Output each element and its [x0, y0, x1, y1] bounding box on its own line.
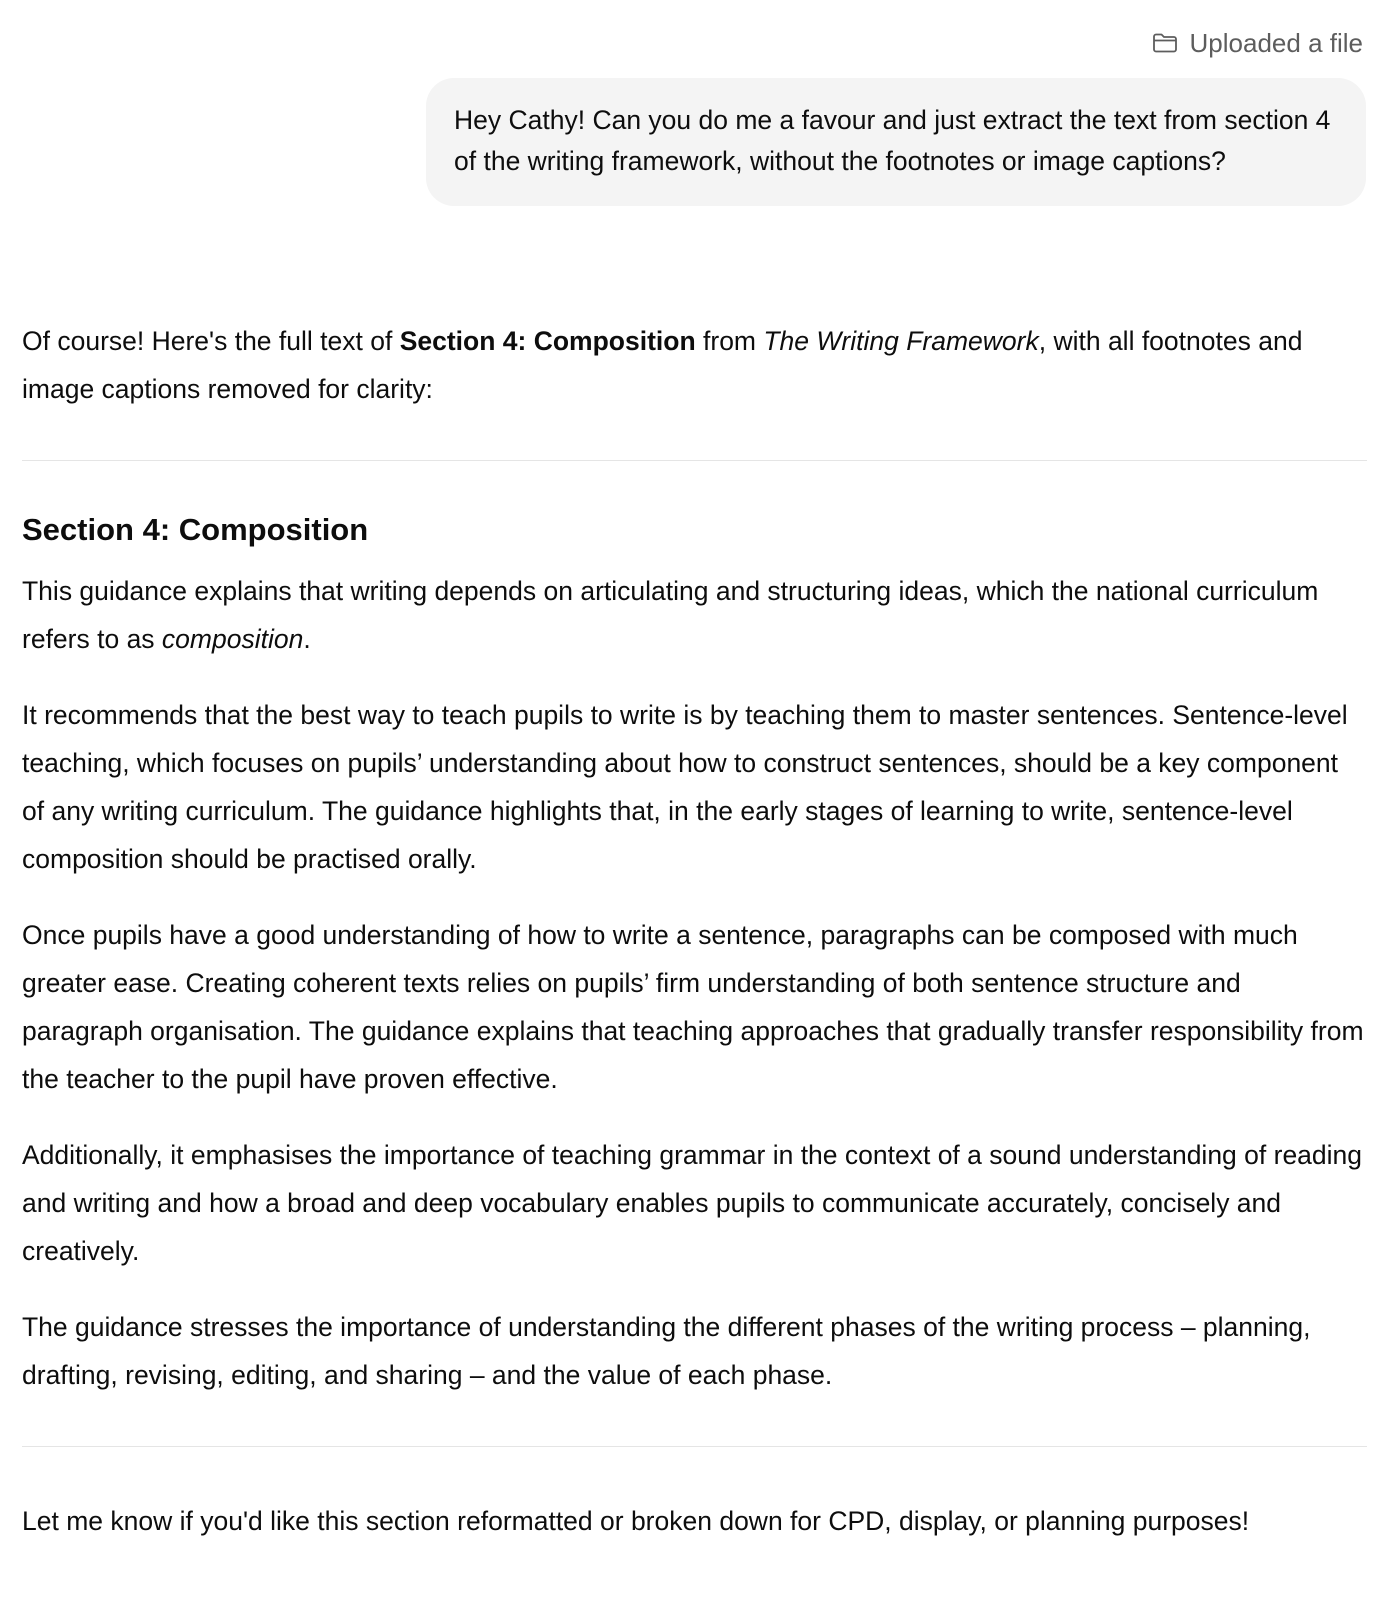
paragraph-1-end: . — [303, 624, 311, 654]
paragraph-3: Once pupils have a good understanding of how to write a sentence, paragraphs can be composed with much greater ease. Creating coherent texts relies on pupils’ firm understanding of both sentence structure and paragraph organisation. The guidance explains that teaching approaches that gradually transfer responsibility from the teacher to the pupil have proven effective. — [22, 920, 1364, 1094]
paragraph-4: Additionally, it emphasises the importance of teaching grammar in the context of a sound understanding of reading and writing and how a broad and deep vocabulary enables pupils to communicate accurately, concisely and creatively. — [22, 1140, 1363, 1266]
divider — [22, 460, 1367, 461]
user-message-text: Hey Cathy! Can you do me a favour and just extract the text from section 4 of the writing framework, without the footnotes or image captions? — [454, 105, 1331, 176]
user-message-bubble — [426, 78, 1366, 206]
paragraph-1 — [22, 567, 1367, 663]
intro-bold-section: Section 4: Composition — [399, 326, 696, 356]
intro-text-2: from — [695, 326, 764, 356]
paragraph-1-text: This guidance explains that writing depends on articulating and structuring ideas, which the national curriculum refers to as — [22, 576, 1319, 654]
paragraph-5: The guidance stresses the importance of understanding the different phases of the writing process – planning, drafting, revising, editing, and sharing – and the value of each phase. — [22, 1312, 1311, 1390]
folder-icon — [1152, 32, 1178, 54]
uploaded-file-indicator[interactable] — [1152, 26, 1363, 60]
paragraph-2: It recommends that the best way to teach pupils to write is by teaching them to master sentences. Sentence-level teaching, which focuses on pupils’ understanding about how to construct sentences, should be a key component of any writing curriculum. The guidance highlights that, in the early stages of learning to write, sentence-level composition should be practised orally. — [22, 700, 1348, 874]
divider — [22, 1446, 1367, 1447]
assistant-closing: Let me know if you'd like this section reformatted or broken down for CPD, display, or planning purposes! — [22, 1506, 1250, 1536]
paragraph-1-italic: composition — [161, 624, 304, 654]
assistant-message — [22, 317, 1367, 1545]
intro-italic-title: The Writing Framework — [763, 326, 1039, 356]
intro-text-1: Of course! Here's the full text of — [22, 326, 400, 356]
assistant-intro — [22, 317, 1367, 413]
section-title: Section 4: Composition — [22, 512, 369, 547]
intro-text-3: , with all footnotes and image captions removed for clarity: — [22, 326, 1303, 404]
uploaded-file-label: Uploaded a file — [1189, 28, 1363, 58]
